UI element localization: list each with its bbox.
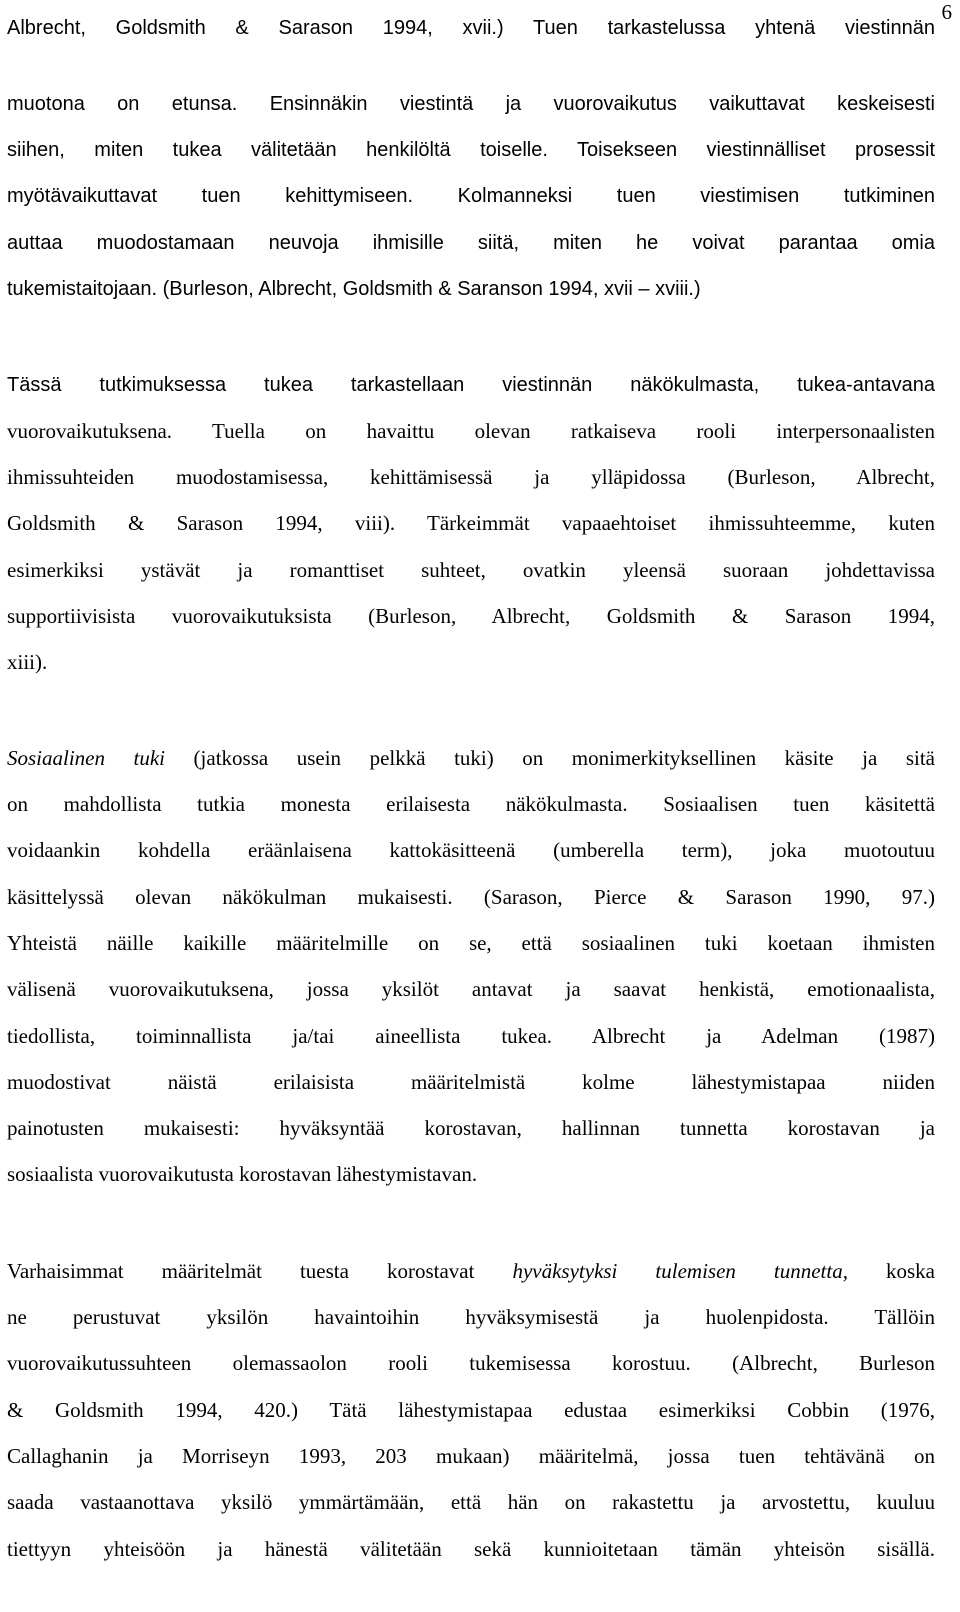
text-line: painotusten mukaisesti: hyväksyntää korostavan, hallinnan tunnetta korostavan ja bbox=[7, 1116, 935, 1140]
text-line: sosiaalista vuorovaikutusta korostavan lähestymistavan. bbox=[7, 1162, 478, 1186]
text-line: & Goldsmith 1994, 420.) Tätä lähestymistapaa edustaa esimerkiksi Cobbin (1976, bbox=[7, 1398, 935, 1422]
text-line: Tässä tutkimuksessa tukea tarkastellaan viestinnän näkökulmasta, tukea-antavana bbox=[7, 374, 935, 396]
text-line: tiettyyn yhteisöön ja hänestä välitetään sekä kunnioitetaan tämän yhteisön sisällä. bbox=[7, 1537, 935, 1561]
text-line: vuorovaikutussuhteen olemassaolon rooli tukemisessa korostuu. (Albrecht, Burleson bbox=[7, 1351, 935, 1375]
text-line: saada vastaanottava yksilö ymmärtämään, että hän on rakastettu ja arvostettu, kuuluu bbox=[7, 1490, 935, 1514]
page-number: 6 bbox=[941, 0, 952, 24]
text-run: (jatkossa usein pelkkä tuki) on monimerkityksellinen käsite ja sitä bbox=[165, 746, 935, 770]
text-line: supportiivisista vuorovaikutuksista (Burleson, Albrecht, Goldsmith & Sarason 1994, bbox=[7, 604, 935, 628]
text-line: on mahdollista tutkia monesta erilaisesta näkökulmasta. Sosiaalisen tuen käsitettä bbox=[7, 792, 935, 816]
text-line: muotona on etunsa. Ensinnäkin viestintä ja vuorovaikutus vaikuttavat keskeisesti bbox=[7, 93, 935, 115]
italic-term: Sosiaalinen tuki bbox=[7, 746, 166, 770]
text-line: käsittelyssä olevan näkökulman mukaisesti. (Sarason, Pierce & Sarason 1990, 97.) bbox=[7, 885, 935, 909]
text-line: ne perustuvat yksilön havaintoihin hyväksymisestä ja huolenpidosta. Tällöin bbox=[7, 1305, 935, 1329]
italic-phrase: hyväksytyksi tulemisen tunnetta, bbox=[512, 1259, 848, 1283]
text-line: myötävaikuttavat tuen kehittymiseen. Kolmanneksi tuen viestimisen tutkiminen bbox=[7, 185, 935, 207]
text-line: muodostivat näistä erilaisista määritelmistä kolme lähestymistapaa niiden bbox=[7, 1070, 935, 1094]
text-line: vuorovaikutuksena. Tuella on havaittu olevan ratkaiseva rooli interpersonaalisten bbox=[7, 419, 935, 443]
text-line: Callaghanin ja Morriseyn 1993, 203 mukaan) määritelmä, jossa tuen tehtävänä on bbox=[7, 1444, 935, 1468]
text-line: Yhteistä näille kaikille määritelmille on se, että sosiaalinen tuki koetaan ihmisten bbox=[7, 931, 935, 955]
text-line: xiii). bbox=[7, 650, 48, 674]
text-line: Albrecht, Goldsmith & Sarason 1994, xvii.) Tuen tarkastelussa yhtenä viestinnän bbox=[7, 17, 935, 39]
text-line: auttaa muodostamaan neuvoja ihmisille siitä, miten he voivat parantaa omia bbox=[7, 232, 935, 254]
text-line bbox=[7, 1259, 935, 1283]
text-run: koska bbox=[847, 1259, 935, 1283]
text-line: tiedollista, toiminnallista ja/tai aineellista tukea. Albrecht ja Adelman (1987) bbox=[7, 1024, 935, 1048]
text-line: välisenä vuorovaikutuksena, jossa yksilöt antavat ja saavat henkistä, emotionaalista, bbox=[7, 977, 935, 1001]
text-line: esimerkiksi ystävät ja romanttiset suhteet, ovatkin yleensä suoraan johdettavissa bbox=[7, 558, 935, 582]
text-line: tukemistaitojaan. (Burleson, Albrecht, Goldsmith & Saranson 1994, xvii – xviii.) bbox=[7, 278, 701, 300]
text-line: voidaankin kohdella eräänlaisena kattokäsitteenä (umberella term), joka muotoutuu bbox=[7, 838, 935, 862]
text-line bbox=[7, 746, 935, 770]
text-line: ihmissuhteiden muodostamisessa, kehittämisessä ja ylläpidossa (Burleson, Albrecht, bbox=[7, 465, 935, 489]
text-run: Varhaisimmat määritelmät tuesta korostavat bbox=[7, 1259, 513, 1283]
text-line: Goldsmith & Sarason 1994, viii). Tärkeimmät vapaaehtoiset ihmissuhteemme, kuten bbox=[7, 511, 935, 535]
text-line: siihen, miten tukea välitetään henkilöltä toiselle. Toisekseen viestinnälliset prosessit bbox=[7, 139, 935, 161]
